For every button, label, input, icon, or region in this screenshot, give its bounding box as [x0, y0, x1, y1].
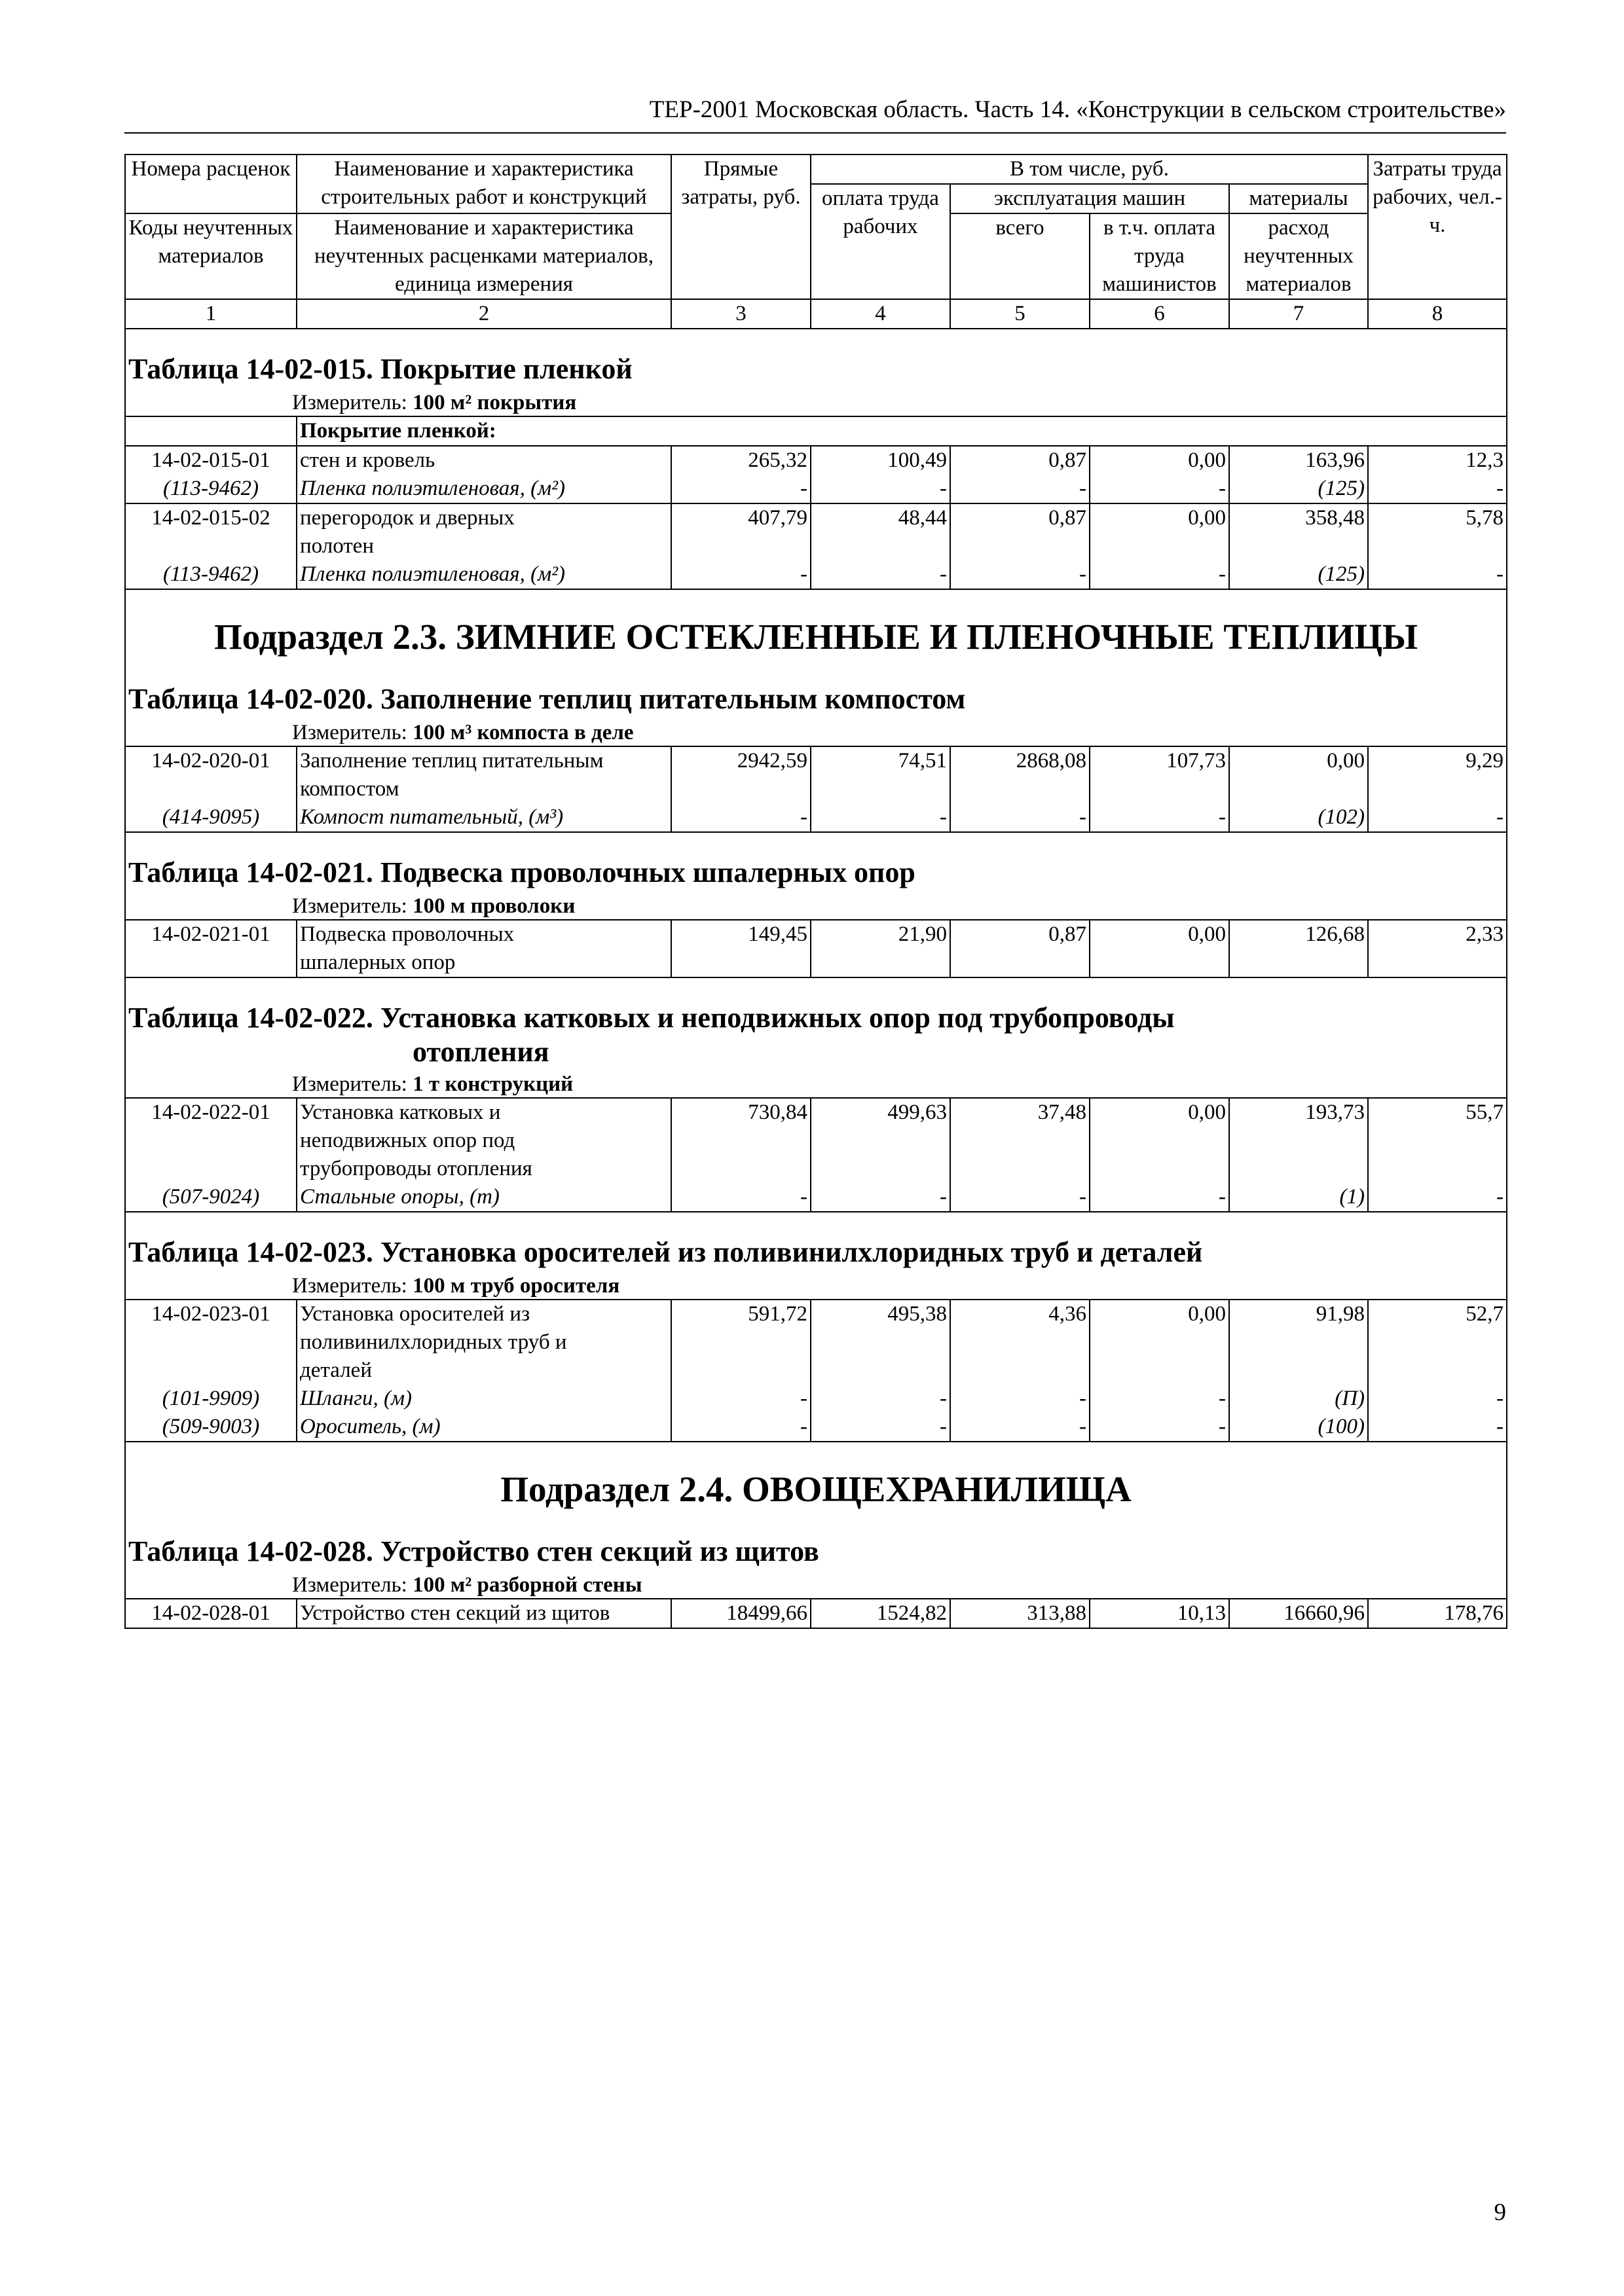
labor-pay: 100,49 [811, 446, 950, 475]
table-row [125, 1098, 1507, 1127]
measure-line [128, 390, 1504, 416]
materials: 163,96 [1229, 446, 1368, 475]
col2-header-bottom: Наименование и характеристика неучтенных расценками материалов, единица измерения [297, 213, 671, 299]
machines-total: 0,87 [950, 920, 1090, 949]
labor-hours: - [1368, 1413, 1507, 1442]
direct-cost: - [671, 803, 811, 832]
machinists-pay: - [1090, 1413, 1229, 1442]
section-t028 [125, 1442, 1507, 1599]
material-row [125, 475, 1507, 503]
header-row-1 [125, 155, 1507, 184]
machines-total: - [950, 560, 1090, 589]
col-num-7: 7 [1229, 299, 1368, 329]
material-code: (113-9462) [125, 560, 297, 589]
measure-line [128, 893, 1504, 919]
material-name: Пленка полиэтиленовая, (м²) [297, 560, 671, 589]
machines-total: - [950, 1183, 1090, 1212]
labor-pay: 1524,82 [811, 1599, 950, 1628]
labor-pay: - [811, 1385, 950, 1413]
machines-total: 0,87 [950, 503, 1090, 532]
subsection-title: Подраздел 2.4. ОВОЩЕХРАНИЛИЩА [500, 1469, 1132, 1509]
labor-hours: 12,3 [1368, 446, 1507, 475]
rate-name-cont: полотен [297, 532, 671, 560]
table-title: Таблица 14-02-023. Установка оросителей из поливинилхлоридных труб и деталей [128, 1236, 1203, 1268]
machinists-pay: 0,00 [1090, 1300, 1229, 1328]
materials: 16660,96 [1229, 1599, 1368, 1628]
material-code: (101-9909) [125, 1385, 297, 1413]
group-label: Покрытие пленкой: [297, 416, 1507, 446]
material-name: Ороситель, (м) [297, 1413, 671, 1442]
col1-header-bottom: Коды неучтенных материалов [125, 213, 297, 299]
material-name: Шланги, (м) [297, 1385, 671, 1413]
rate-name-cont: компостом [297, 775, 671, 803]
materials: 193,73 [1229, 1098, 1368, 1127]
measure-label: Измеритель: [292, 391, 407, 414]
col6-header: в т.ч. оплата труда машинистов [1090, 213, 1229, 299]
machinists-pay: 107,73 [1090, 746, 1229, 775]
labor-pay: 21,90 [811, 920, 950, 949]
materials: (П) [1229, 1385, 1368, 1413]
section-t015 [125, 329, 1507, 416]
materials: 126,68 [1229, 920, 1368, 949]
rate-name-cont: трубопроводы отопления [297, 1155, 671, 1183]
labor-pay: - [811, 803, 950, 832]
table-title: Таблица 14-02-015. Покрытие пленкой [128, 353, 633, 385]
machinists-pay: 10,13 [1090, 1599, 1229, 1628]
materials: 358,48 [1229, 503, 1368, 532]
rate-name-cont: неподвижных опор под [297, 1127, 671, 1155]
col-num-8: 8 [1368, 299, 1507, 329]
rate-code: 14-02-028-01 [125, 1599, 297, 1628]
col-num-5: 5 [950, 299, 1090, 329]
col-num-6: 6 [1090, 299, 1229, 329]
labor-hours: 9,29 [1368, 746, 1507, 775]
materials: (100) [1229, 1413, 1368, 1442]
measure-line [128, 720, 1504, 746]
rates-table [124, 154, 1507, 1629]
machinists-pay: 0,00 [1090, 1098, 1229, 1127]
machinists-pay: 0,00 [1090, 920, 1229, 949]
machinists-pay: 0,00 [1090, 446, 1229, 475]
machinists-pay: - [1090, 803, 1229, 832]
machines-total: - [950, 803, 1090, 832]
materials: 0,00 [1229, 746, 1368, 775]
section-t023 [125, 1212, 1507, 1300]
table-row-continued [125, 532, 1507, 560]
materials: (1) [1229, 1183, 1368, 1212]
labor-pay: - [811, 560, 950, 589]
labor-pay: 495,38 [811, 1300, 950, 1328]
col4-header: оплата труда рабочих [811, 184, 950, 299]
table-title: Таблица 14-02-022. Установка катковых и неподвижных опор под трубопроводы [128, 1002, 1175, 1034]
subsection-title: Подраздел 2.3. ЗИМНИЕ ОСТЕКЛЕННЫЕ И ПЛЕНОЧНЫЕ ТЕПЛИЦЫ [213, 617, 1418, 657]
material-code: (507-9024) [125, 1183, 297, 1212]
material-name: Пленка полиэтиленовая, (м²) [297, 475, 671, 503]
material-row [125, 1413, 1507, 1442]
machines-total: 37,48 [950, 1098, 1090, 1127]
materials-header: материалы [1229, 184, 1368, 213]
machinists-pay: - [1090, 1385, 1229, 1413]
measure-line [128, 1273, 1504, 1299]
materials: (125) [1229, 475, 1368, 503]
measure-line [128, 1572, 1504, 1598]
col5-header: всего [950, 213, 1090, 299]
measure-value: 100 м проволоки [413, 894, 576, 918]
machines-total: - [950, 1385, 1090, 1413]
measure-label: Измеритель: [292, 1274, 407, 1298]
measure-value: 100 м² разборной стены [413, 1573, 642, 1597]
measure-value: 100 м труб оросителя [413, 1274, 620, 1298]
rate-name: Установка оросителей из [297, 1300, 671, 1328]
section-t022 [125, 977, 1507, 1098]
table-row [125, 920, 1507, 949]
rate-name: Подвеска проволочных [297, 920, 671, 949]
table-title: Таблица 14-02-021. Подвеска проволочных шпалерных опор [128, 856, 915, 888]
col-num-1: 1 [125, 299, 297, 329]
rate-code: 14-02-015-01 [125, 446, 297, 475]
column-numbers-row [125, 299, 1507, 329]
material-code: (509-9003) [125, 1413, 297, 1442]
direct-cost: 265,32 [671, 446, 811, 475]
col2-header-top: Наименование и характеристика строительных работ и конструкций [297, 155, 671, 213]
page-number: 9 [1494, 2199, 1506, 2226]
table-row [125, 503, 1507, 532]
direct-cost: - [671, 1413, 811, 1442]
col-num-4: 4 [811, 299, 950, 329]
material-name: Компост питательный, (м³) [297, 803, 671, 832]
rate-name-cont: шпалерных опор [297, 949, 671, 977]
section-t020 [125, 589, 1507, 746]
direct-cost: - [671, 1183, 811, 1212]
direct-cost: 149,45 [671, 920, 811, 949]
measure-label: Измеритель: [292, 1072, 407, 1096]
material-row [125, 803, 1507, 832]
col-num-3: 3 [671, 299, 811, 329]
measure-value: 100 м² покрытия [413, 391, 577, 414]
table-row [125, 446, 1507, 475]
labor-hours: 178,76 [1368, 1599, 1507, 1628]
labor-pay: - [811, 1413, 950, 1442]
table-row-continued [125, 1155, 1507, 1183]
rate-name: Заполнение теплиц питательным [297, 746, 671, 775]
rate-name: перегородок и дверных [297, 503, 671, 532]
table-row-continued [125, 775, 1507, 803]
col-num-2: 2 [297, 299, 671, 329]
machinists-pay: - [1090, 560, 1229, 589]
table-title: Таблица 14-02-020. Заполнение теплиц питательным компостом [128, 683, 966, 715]
labor-pay: - [811, 475, 950, 503]
labor-hours: - [1368, 1385, 1507, 1413]
machines-total: - [950, 1413, 1090, 1442]
table-row-continued [125, 1328, 1507, 1357]
group-row [125, 416, 1507, 446]
labor-hours: - [1368, 803, 1507, 832]
machinists-pay: - [1090, 475, 1229, 503]
direct-cost: - [671, 560, 811, 589]
material-code: (414-9095) [125, 803, 297, 832]
machinists-pay: - [1090, 1183, 1229, 1212]
col3-header: Прямые затраты, руб. [671, 155, 811, 299]
section-t021 [125, 832, 1507, 920]
machinists-pay: 0,00 [1090, 503, 1229, 532]
measure-value: 1 т конструкций [413, 1072, 574, 1096]
rate-code: 14-02-021-01 [125, 920, 297, 949]
labor-hours: - [1368, 475, 1507, 503]
machines-total: 2868,08 [950, 746, 1090, 775]
material-row [125, 1183, 1507, 1212]
table-row [125, 746, 1507, 775]
machines-total: 0,87 [950, 446, 1090, 475]
labor-hours: 52,7 [1368, 1300, 1507, 1328]
machines-total: 4,36 [950, 1300, 1090, 1328]
table-row-continued [125, 1127, 1507, 1155]
direct-cost: 407,79 [671, 503, 811, 532]
rate-name-cont: деталей [297, 1357, 671, 1385]
col1-header-top: Номера расценок [125, 155, 297, 213]
labor-hours: - [1368, 1183, 1507, 1212]
rate-code: 14-02-020-01 [125, 746, 297, 775]
rates-document [124, 154, 1506, 1832]
table-title: Таблица 14-02-028. Устройство стен секций из щитов [128, 1535, 819, 1567]
labor-hours: 2,33 [1368, 920, 1507, 949]
measure-label: Измеритель: [292, 1573, 407, 1597]
labor-pay: 48,44 [811, 503, 950, 532]
labor-pay: 74,51 [811, 746, 950, 775]
machines-total: 313,88 [950, 1599, 1090, 1628]
measure-label: Измеритель: [292, 721, 407, 744]
direct-cost: - [671, 475, 811, 503]
labor-hours: 55,7 [1368, 1098, 1507, 1127]
material-row [125, 560, 1507, 589]
including-header: В том числе, руб. [811, 155, 1368, 184]
table-row [125, 1599, 1507, 1628]
rate-name: Установка катковых и [297, 1098, 671, 1127]
measure-line [128, 1071, 1504, 1097]
col7-header: расход неучтенных материалов [1229, 213, 1368, 299]
table-title-cont: отопления [413, 1036, 549, 1068]
material-name: Стальные опоры, (т) [297, 1183, 671, 1212]
rate-name-cont: поливинилхлоридных труб и [297, 1328, 671, 1357]
materials: (102) [1229, 803, 1368, 832]
measure-value: 100 м³ компоста в деле [413, 721, 634, 744]
rate-code: 14-02-023-01 [125, 1300, 297, 1328]
labor-pay: - [811, 1183, 950, 1212]
direct-cost: 591,72 [671, 1300, 811, 1328]
rate-code: 14-02-022-01 [125, 1098, 297, 1127]
measure-label: Измеритель: [292, 894, 407, 918]
table-row-continued [125, 1357, 1507, 1385]
rate-name: стен и кровель [297, 446, 671, 475]
materials: (125) [1229, 560, 1368, 589]
machines-total: - [950, 475, 1090, 503]
direct-cost: 730,84 [671, 1098, 811, 1127]
rate-name: Устройство стен секций из щитов [297, 1599, 671, 1628]
table-row [125, 1300, 1507, 1328]
col8-header: Затраты труда рабочих, чел.-ч. [1368, 155, 1507, 299]
direct-cost: 2942,59 [671, 746, 811, 775]
direct-cost: 18499,66 [671, 1599, 811, 1628]
labor-pay: 499,63 [811, 1098, 950, 1127]
material-row [125, 1385, 1507, 1413]
machines-header: эксплуатация машин [950, 184, 1229, 213]
rate-code: 14-02-015-02 [125, 503, 297, 532]
header-title: ТЕР-2001 Московская область. Часть 14. «Конструкции в сельском строительстве» [649, 96, 1506, 123]
materials: 91,98 [1229, 1300, 1368, 1328]
labor-hours: - [1368, 560, 1507, 589]
labor-hours: 5,78 [1368, 503, 1507, 532]
material-code: (113-9462) [125, 475, 297, 503]
running-header [124, 92, 1506, 134]
table-row-continued [125, 949, 1507, 977]
direct-cost: - [671, 1385, 811, 1413]
